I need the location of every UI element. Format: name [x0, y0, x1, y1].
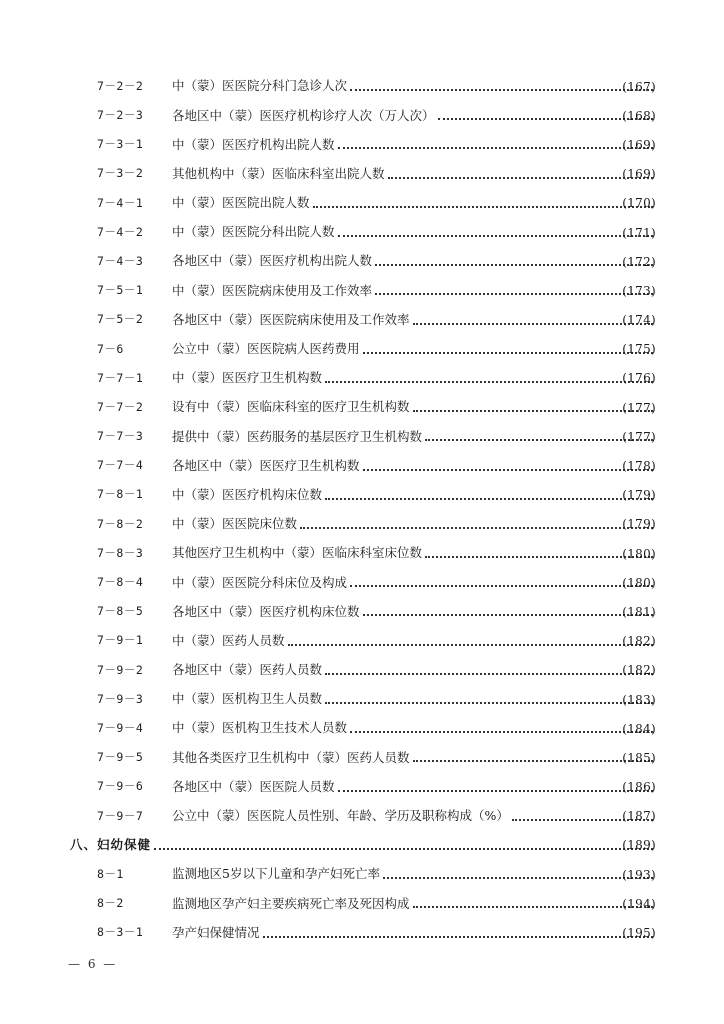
toc-entry[interactable]	[0, 802, 724, 831]
toc-entry-number: 7－4－1	[97, 195, 144, 210]
dot-leader	[263, 935, 653, 938]
toc-entry[interactable]	[0, 160, 724, 189]
toc-entry-page: (186)	[622, 780, 656, 795]
dot-leader	[325, 380, 653, 383]
toc-entry-number: 7－4－3	[97, 253, 144, 268]
toc-entry-number: 7－8－3	[97, 545, 144, 560]
toc-entry[interactable]	[0, 72, 724, 101]
toc-entry-title-line	[172, 457, 656, 473]
toc-entry-title-line	[172, 255, 656, 268]
toc-entry-number: 8－3－1	[97, 925, 144, 940]
toc-entry-page: (194)	[622, 896, 656, 911]
toc-entry-number: 7－7－3	[97, 429, 144, 444]
toc-entry[interactable]	[0, 627, 724, 656]
toc-entry[interactable]	[0, 218, 724, 247]
toc-entry-title-line	[172, 664, 656, 677]
toc-entry-title-line	[172, 603, 656, 619]
toc-entry-title-line	[172, 343, 656, 356]
toc-section-heading[interactable]	[0, 831, 724, 860]
toc-entry-page: (184)	[622, 721, 656, 736]
toc-entry-page: (175)	[622, 342, 656, 357]
toc-entry-title: 中（蒙）医药人员数	[172, 632, 285, 648]
toc-entry-title-line	[172, 693, 656, 706]
toc-entry-title-line	[172, 632, 656, 648]
toc-entry[interactable]	[0, 130, 724, 159]
toc-entry-number: 7－7－2	[97, 399, 144, 414]
toc-entry-page: (180)	[622, 575, 656, 590]
toc-entry-page: (189)	[622, 838, 656, 853]
table-of-contents	[0, 72, 724, 948]
toc-entry-number: 7－7－4	[97, 458, 144, 473]
toc-entry-title-line	[172, 895, 656, 911]
toc-entry-number: 7－8－5	[97, 604, 144, 619]
page-number: — 6 —	[68, 957, 118, 971]
toc-entry-title: 其他医疗卫生机构中（蒙）医临床科室床位数	[172, 545, 423, 561]
toc-entry-number: 7－9－6	[97, 779, 144, 794]
toc-entry-number: 7－9－5	[97, 750, 144, 765]
toc-entry-title: 中（蒙）医医院床位数	[172, 516, 298, 532]
toc-entry-page: (177)	[622, 429, 656, 444]
toc-entry-number: 8－2	[97, 896, 124, 911]
toc-entry-page: (180)	[622, 546, 656, 561]
toc-entry-title-line	[172, 136, 656, 152]
toc-entry-page: (181)	[622, 604, 656, 619]
toc-entry[interactable]	[0, 422, 724, 451]
toc-entry-title: 各地区中（蒙）医药人员数	[172, 662, 323, 678]
dot-leader	[288, 643, 653, 646]
toc-entry-title-line	[172, 547, 656, 560]
toc-entry-page: (193)	[622, 867, 656, 882]
toc-entry-title: 中（蒙）医医院出院人数	[172, 195, 310, 211]
toc-entry-title: 中（蒙）医医院病床使用及工作效率	[172, 282, 373, 298]
toc-entry-number: 7－9－7	[97, 808, 144, 823]
toc-entry-title-line	[172, 226, 656, 239]
dot-leader	[350, 730, 653, 733]
toc-entry-title: 中（蒙）医医院分科床位及构成	[172, 574, 348, 590]
toc-entry-page: (174)	[622, 313, 656, 328]
toc-entry-title-line	[172, 372, 656, 385]
toc-entry-title-line	[172, 107, 656, 123]
toc-entry[interactable]	[0, 860, 724, 889]
toc-entry[interactable]	[0, 568, 724, 597]
toc-entry[interactable]	[0, 773, 724, 802]
toc-entry-page: (169)	[622, 137, 656, 152]
toc-entry-number: 8－1	[97, 866, 124, 881]
dot-leader	[313, 205, 653, 208]
toc-entry-title-line	[172, 311, 656, 327]
toc-entry-page: (171)	[622, 225, 656, 240]
dot-leader	[338, 234, 653, 237]
toc-entry-title: 各地区中（蒙）医医院人员数	[172, 778, 335, 794]
toc-entry[interactable]	[0, 393, 724, 422]
toc-entry-number: 7－4－2	[97, 224, 144, 239]
toc-entry-page: (185)	[622, 750, 656, 765]
toc-entry[interactable]	[0, 247, 724, 276]
toc-entry-title: 孕产妇保健情况	[172, 924, 260, 940]
toc-entry-number: 7－3－2	[97, 166, 144, 181]
dot-leader	[325, 672, 653, 675]
toc-entry-title: 公立中（蒙）医医院人员性别、年龄、学历及职称构成（%）	[172, 808, 509, 824]
toc-entry-number: 7－5－1	[97, 283, 144, 298]
toc-entry-number: 7－9－4	[97, 720, 144, 735]
toc-entry-number: 7－7－1	[97, 370, 144, 385]
dot-leader	[350, 88, 653, 91]
toc-entry-number: 7－9－2	[97, 662, 144, 677]
toc-entry-title: 其他各类医疗卫生机构中（蒙）医药人员数	[172, 749, 410, 765]
toc-entry-page: (172)	[622, 254, 656, 269]
toc-entry-page: (167)	[622, 79, 656, 94]
toc-entry[interactable]	[0, 306, 724, 335]
toc-entry-title-line	[172, 810, 656, 823]
toc-entry-number: 7－2－2	[97, 78, 144, 93]
toc-entry[interactable]	[0, 714, 724, 743]
toc-entry[interactable]	[0, 656, 724, 685]
toc-entry[interactable]	[0, 451, 724, 480]
dot-leader	[350, 584, 653, 587]
toc-entry-page: (178)	[622, 459, 656, 474]
toc-entry-title: 各地区中（蒙）医医疗机构床位数	[172, 603, 360, 619]
dot-leader	[338, 146, 653, 149]
toc-entry-title: 中（蒙）医机构卫生技术人员数	[172, 720, 348, 736]
toc-entry-title: 中（蒙）医医院分科出院人数	[172, 224, 335, 240]
toc-entry-title: 中（蒙）医医疗卫生机构数	[172, 370, 323, 386]
toc-entry-title: 八、妇幼保健	[70, 837, 152, 853]
toc-entry-title-line	[172, 80, 656, 93]
toc-entry-title-line	[172, 282, 656, 298]
toc-entry-page: (195)	[622, 926, 656, 941]
dot-leader	[300, 526, 653, 529]
toc-entry-title-line	[172, 518, 656, 531]
toc-entry-title: 中（蒙）医医疗机构出院人数	[172, 136, 335, 152]
toc-entry-title: 各地区中（蒙）医医院病床使用及工作效率	[172, 311, 410, 327]
toc-entry-title-line	[172, 924, 656, 940]
dot-leader	[338, 789, 653, 792]
toc-entry-number: 7－2－3	[97, 108, 144, 123]
toc-entry-page: (182)	[622, 634, 656, 649]
toc-entry-page: (170)	[622, 196, 656, 211]
toc-entry-page: (183)	[622, 692, 656, 707]
toc-entry-page: (187)	[622, 809, 656, 824]
toc-entry[interactable]	[0, 481, 724, 510]
toc-entry-title-line	[70, 839, 656, 852]
toc-entry-page: (179)	[622, 488, 656, 503]
dot-leader	[363, 468, 653, 471]
toc-entry[interactable]	[0, 189, 724, 218]
toc-entry-page: (179)	[622, 517, 656, 532]
dot-leader	[325, 701, 653, 704]
toc-entry-number: 7－8－1	[97, 487, 144, 502]
toc-entry-title-line	[172, 401, 656, 414]
toc-entry-title: 公立中（蒙）医医院病人医药费用	[172, 341, 360, 357]
toc-entry-title-line	[172, 778, 656, 794]
toc-entry-page: (169)	[622, 167, 656, 182]
toc-entry-title: 各地区中（蒙）医医疗机构出院人数	[172, 253, 373, 269]
toc-entry-title: 各地区中（蒙）医医疗机构诊疗人次（万人次）	[172, 107, 435, 123]
toc-entry-title-line	[172, 574, 656, 590]
toc-entry-title: 监测地区孕产妇主要疾病死亡率及死因构成	[172, 895, 410, 911]
toc-entry-title: 各地区中（蒙）医医疗卫生机构数	[172, 457, 360, 473]
toc-entry-page: (177)	[622, 400, 656, 415]
toc-entry-title-line	[172, 722, 656, 735]
toc-entry[interactable]	[0, 510, 724, 539]
toc-entry[interactable]	[0, 597, 724, 626]
toc-entry-title-line	[172, 165, 656, 181]
toc-entry-page: (182)	[622, 663, 656, 678]
toc-entry-title: 提供中（蒙）医药服务的基层医疗卫生机构数	[172, 428, 423, 444]
toc-entry-number: 7－8－4	[97, 575, 144, 590]
toc-entry-page: (168)	[622, 108, 656, 123]
toc-entry-title-line	[172, 197, 656, 210]
dot-leader	[363, 613, 653, 616]
toc-entry-title: 中（蒙）医医院分科门急诊人次	[172, 78, 348, 94]
toc-entry[interactable]	[0, 101, 724, 130]
toc-entry-title: 设有中（蒙）医临床科室的医疗卫生机构数	[172, 399, 410, 415]
toc-entry[interactable]	[0, 364, 724, 393]
toc-entry[interactable]	[0, 276, 724, 305]
toc-entry[interactable]	[0, 918, 724, 947]
toc-entry-title-line	[172, 868, 656, 881]
toc-entry-title-line	[172, 486, 656, 502]
toc-entry[interactable]	[0, 743, 724, 772]
toc-entry-title: 其他机构中（蒙）医临床科室出院人数	[172, 165, 385, 181]
toc-entry-number: 7－6	[97, 341, 124, 356]
toc-entry-title: 中（蒙）医机构卫生人员数	[172, 691, 323, 707]
toc-entry-title-line	[172, 428, 656, 444]
toc-entry[interactable]	[0, 889, 724, 918]
toc-entry-title-line	[172, 749, 656, 765]
dot-leader	[154, 847, 653, 850]
toc-entry-page: (173)	[622, 283, 656, 298]
toc-entry-number: 7－9－3	[97, 691, 144, 706]
toc-entry-number: 7－9－1	[97, 633, 144, 648]
toc-entry-page: (176)	[622, 371, 656, 386]
toc-entry-number: 7－8－2	[97, 516, 144, 531]
toc-entry[interactable]	[0, 539, 724, 568]
toc-entry[interactable]	[0, 335, 724, 364]
toc-entry-title: 监测地区5岁以下儿童和孕产妇死亡率	[172, 866, 380, 882]
dot-leader	[325, 497, 653, 500]
toc-entry-number: 7－5－2	[97, 312, 144, 327]
dot-leader	[363, 351, 653, 354]
toc-entry[interactable]	[0, 685, 724, 714]
toc-entry-number: 7－3－1	[97, 137, 144, 152]
toc-entry-title: 中（蒙）医医疗机构床位数	[172, 486, 323, 502]
